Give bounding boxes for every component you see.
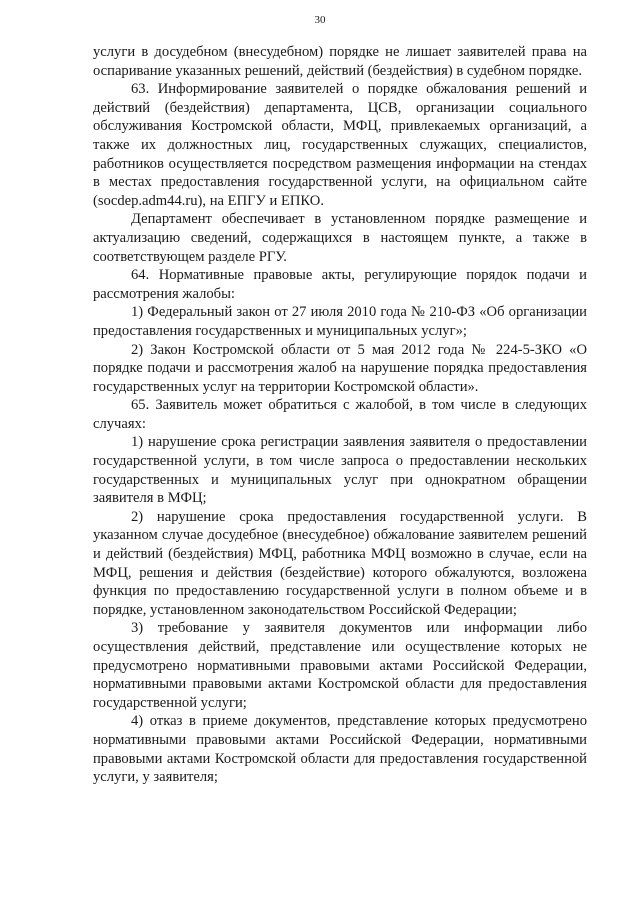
list-item-65-1: 1) нарушение срока регистрации заявления заявителя о предоставлении государственной услуги, в том числе запроса о предоставлении нескольких государственных и муниципальных услуг при однократном обращении заявителя в МФЦ; [93,434,587,507]
page-number: 30 [314,14,326,26]
paragraph-department: Департамент обеспечивает в установленном порядке размещение и актуализацию сведений, содержащихся в настоящем пункте, а также в соответствующем разделе РГУ. [93,211,587,265]
paragraph-63: 63. Информирование заявителей о порядке обжалования решений и действий (бездействия) департамента, ЦСВ, организации социального обслуживания Костромской области, МФЦ, привлекаемых организаций, а также их должностных лиц, государственных служащих, специалистов, работников осуществляется посредством размещения информации на стендах в местах предоставления государственной услуги, на официальном сайте (socdep.adm44.ru), на ЕПГУ и ЕПКО. [93,81,587,209]
document-body [93,43,587,787]
list-item-64-2: 2) Закон Костромской области от 5 мая 2012 года № 224-5-ЗКО «О порядке подачи и рассмотрения жалоб на нарушение порядка предоставления государственных услуг на территории Костромской области». [93,341,587,395]
paragraph-continuation: услуги в досудебном (внесудебном) порядке не лишает заявителей права на оспаривание указанных решений, действий (бездействия) в судебном порядке. [93,44,587,79]
list-item-65-2: 2) нарушение срока предоставления государственной услуги. В указанном случае досудебное (внесудебное) обжалование заявителем решений и действий (бездействия) МФЦ, работника МФЦ возможно в случае, если на МФЦ, решения и действия (бездействие) которого обжалуются, возложена функция по предоставлению государственной услуги в полном объеме и в порядке, установленном законодательством Российской Федерации; [93,508,587,618]
list-item-64-1: 1) Федеральный закон от 27 июля 2010 года № 210-ФЗ «Об организации предоставления государственных и муниципальных услуг»; [93,304,587,339]
paragraph-65: 65. Заявитель может обратиться с жалобой, в том числе в следующих случаях: [93,397,587,432]
paragraph-64: 64. Нормативные правовые акты, регулирующие порядок подачи и рассмотрения жалобы: [93,267,587,302]
list-item-65-3: 3) требование у заявителя документов или информации либо осуществления действий, представление или осуществление которых не предусмотрено нормативными правовыми актами Российской Федерации, нормативными правовыми актами Костромской области для предоставления государственной услуги; [93,620,587,711]
list-item-65-4: 4) отказ в приеме документов, представление которых предусмотрено нормативными правовыми актами Российской Федерации, нормативными правовыми актами Костромской области для предоставления государственной услуги, у заявителя; [93,713,587,786]
